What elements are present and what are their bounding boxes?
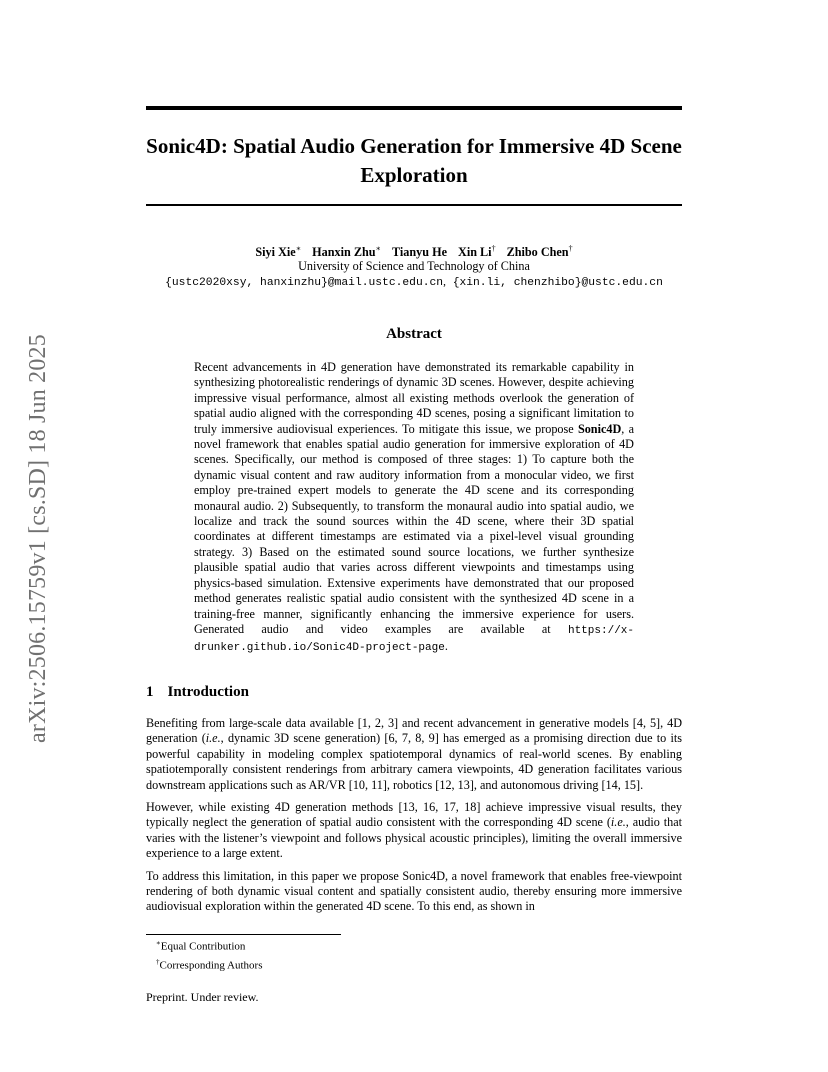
author: Xin Li† [458, 244, 496, 260]
title-top-rule [146, 106, 682, 110]
author: Siyi Xie∗ [255, 244, 302, 260]
title-bottom-rule [146, 204, 682, 206]
affiliation: University of Science and Technology of China [298, 259, 530, 273]
paper-title: Sonic4D: Spatial Audio Generation for Immersive 4D Scene Exploration [146, 134, 682, 187]
section-heading [146, 684, 249, 701]
email-separator: , [443, 276, 446, 288]
method-name: Sonic4D [577, 421, 622, 436]
abstract-heading: Abstract [386, 326, 442, 342]
preprint-note: Preprint. Under review. [146, 990, 259, 1004]
section-number: 1 [146, 684, 154, 700]
author: Zhibo Chen† [506, 244, 573, 260]
project-link[interactable]: https://x-drunker.github.io/Sonic4D-project-page [194, 624, 634, 655]
paragraph: Benefiting from large-scale data available [1, 2, 3] and recent advancement in generative models [4, 5], 4D generation (i.e., dynamic 3D scene generation) [6, 7, 8, 9] has emerged as a promising direction due to its powerful capability in modeling complex spatiotemporal dynamics of real-world scenes. By enabling spatiotemporally consistent renderings from arbitrary camera viewpoints, 4D generation facilitates various downstream applications such as AR/VR [10, 11], robotics [12, 13], and autonomous driving [14, 15]. [146, 716, 682, 792]
author: Tianyu He [392, 245, 447, 260]
footnotes [156, 936, 262, 973]
email-group: {xin.li, chenzhibo}@ustc.edu.cn [452, 277, 663, 289]
author: Hanxin Zhu∗ [312, 244, 381, 260]
email-group: {ustc2020xsy, hanxinzhu}@mail.ustc.edu.cn [165, 277, 444, 289]
paragraph: However, while existing 4D generation methods [13, 16, 17, 18] achieve impressive visual results, they typically neglect the generation of spatial audio consistent with the corresponding 4D scene (i.e., audio that varies with the listener’s viewpoint and follows physical acoustic principles), limiting the overall immersive experience to a large extent. [146, 800, 682, 861]
footnote: ∗Equal Contribution [156, 939, 246, 953]
section-title: Introduction [167, 684, 249, 700]
arxiv-id-text: arXiv:2506.15759v1 [cs.SD] 18 Jun 2025 [24, 333, 51, 743]
footnote: †Corresponding Authors [156, 957, 263, 972]
author-emails [120, 274, 708, 291]
footnote-rule [146, 934, 341, 935]
introduction-body [146, 716, 682, 922]
abstract-body: Recent advancements in 4D generation have demonstrated its remarkable capability in synthesizing photorealistic renderings of dynamic 3D scenes. However, despite achieving impressive visual performance, almost all existing methods overlook the generation of spatial audio aligned with the corresponding 4D scenes, posing a significant limitation to truly immersive audiovisual experiences. To mitigate this issue, we propose Sonic4D, a novel framework that enables spatial audio generation for immersive exploration of 4D scenes. Specifically, our method is composed of three stages: 1) To capture both the dynamic visual content and raw auditory information from a monocular video, we first employ pre-trained expert models to generate the 4D scene and its corresponding monaural audio. 2) Subsequently, to transform the monaural audio into spatial audio, we localize and track the sound sources within the 4D scene, where their 3D spatial coordinates at different timestamps are estimated via a pixel-level visual grounding strategy. 3) Based on the estimated sound source locations, we further synthesize plausible spatial audio that varies across different viewpoints and timestamps using physics-based simulation. Extensive experiments have demonstrated that our proposed method generates realistic spatial audio consistent with the synthesized 4D scene in a training-free manner, significantly enhancing the immersive experience for users. Generated audio and video examples are available at https://x-drunker.github.io/Sonic4D-project-page. [194, 360, 634, 655]
arxiv-sidebar-stamp [20, 304, 56, 772]
paragraph: To address this limitation, in this paper we propose Sonic4D, a novel framework that enables free-viewpoint rendering of both dynamic visual content and spatially consistent audio, thereby ensuring more immersive audiovisual exploration within the generated 4D scene. To this end, as shown in [146, 868, 682, 914]
